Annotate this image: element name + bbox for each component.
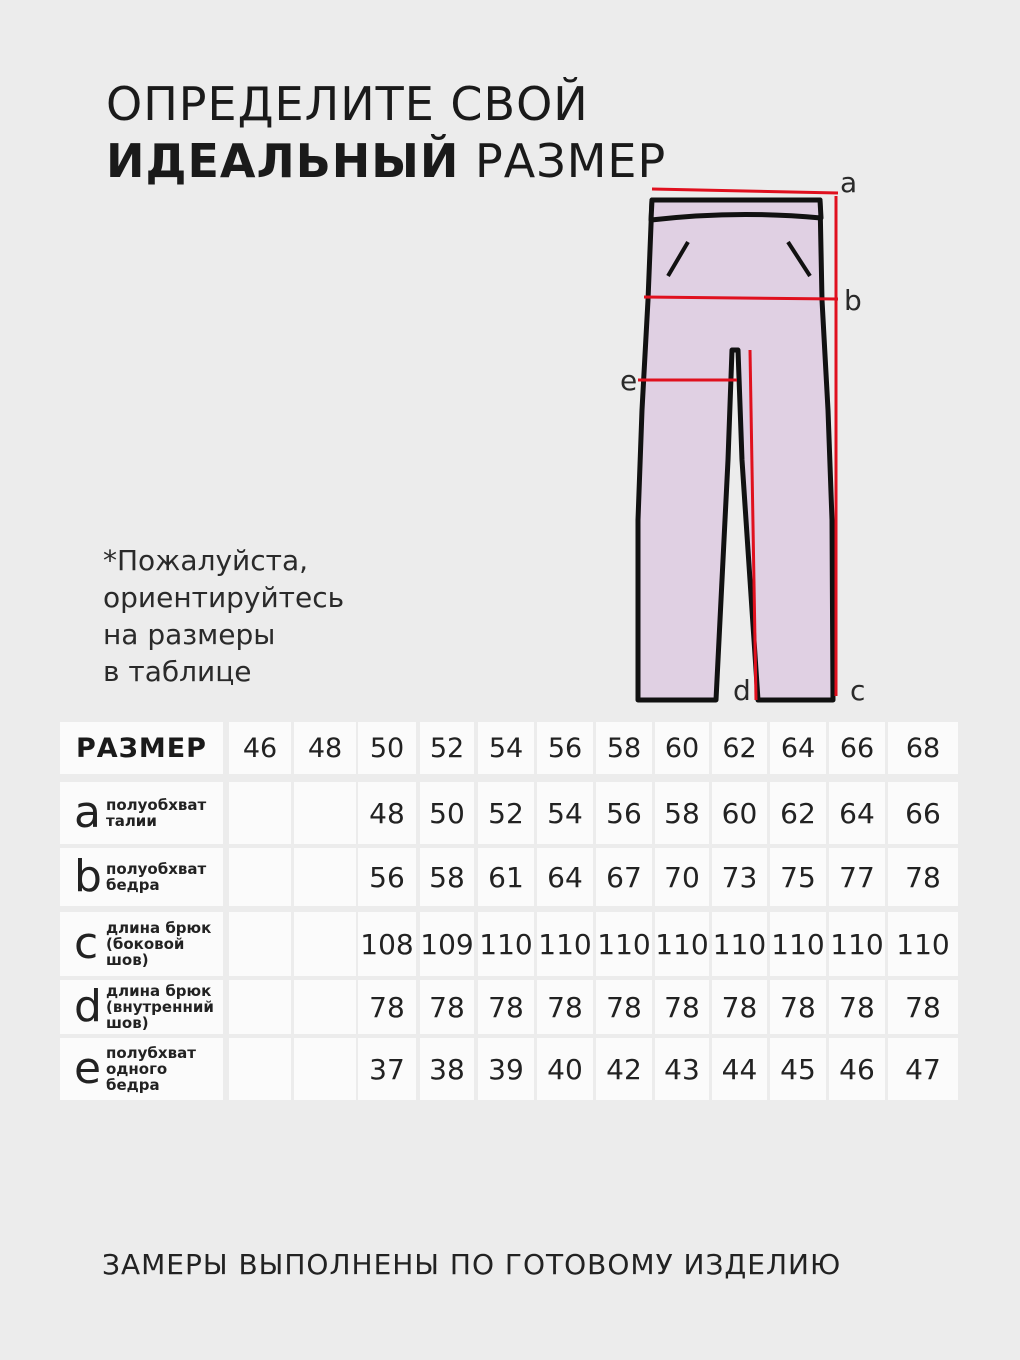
table-cell: [229, 848, 291, 906]
page-title-bold: ИДЕАЛЬНЫЙ: [106, 134, 460, 188]
row-letter: b: [74, 851, 102, 902]
table-cell: 78: [537, 980, 593, 1034]
row-description-line: бедра: [106, 1076, 160, 1094]
row-description-line: (боковой: [106, 935, 185, 953]
table-cell: 78: [478, 980, 534, 1034]
size-column-header: 46: [229, 722, 291, 774]
note-line: ориентируйтесь: [103, 581, 345, 614]
size-note: [103, 542, 344, 690]
label-e: e: [620, 364, 638, 397]
row-label-c: [60, 912, 223, 976]
row-label-d: [60, 980, 223, 1034]
table-cell: [229, 782, 291, 844]
table-cell: 110: [478, 912, 534, 976]
label-d: d: [733, 674, 751, 707]
table-cell: 40: [537, 1038, 593, 1100]
row-label-a: [60, 782, 223, 844]
table-cell: 62: [770, 782, 826, 844]
note-line: на размеры: [103, 618, 276, 651]
row-letter: c: [74, 918, 99, 969]
table-cell: 48: [358, 782, 416, 844]
table-cell: 110: [712, 912, 767, 976]
size-column-header: 68: [888, 722, 958, 774]
size-column-header: 66: [829, 722, 885, 774]
table-cell: [294, 782, 356, 844]
table-cell: 54: [537, 782, 593, 844]
table-cell: [294, 980, 356, 1034]
table-cell: 78: [888, 848, 958, 906]
row-description-line: длина брюк: [106, 982, 212, 1000]
table-cell: 39: [478, 1038, 534, 1100]
table-cell: 110: [829, 912, 885, 976]
row-description-line: шов): [106, 1014, 149, 1032]
table-cell: 61: [478, 848, 534, 906]
table-cell: 56: [358, 848, 416, 906]
row-letter: a: [74, 787, 101, 838]
size-column-header: 64: [770, 722, 826, 774]
table-cell: [294, 1038, 356, 1100]
table-cell: [294, 912, 356, 976]
row-description-line: полуобхват: [106, 796, 207, 814]
row-description-line: одного: [106, 1060, 168, 1078]
size-column-header: 62: [712, 722, 767, 774]
table-cell: 70: [655, 848, 709, 906]
table-cell: 58: [655, 782, 709, 844]
table-cell: 50: [420, 782, 474, 844]
table-cell: [229, 980, 291, 1034]
table-cell: 37: [358, 1038, 416, 1100]
table-cell: 67: [596, 848, 652, 906]
table-cell: 52: [478, 782, 534, 844]
table-cell: 78: [712, 980, 767, 1034]
size-column-header: 56: [537, 722, 593, 774]
row-letter: d: [74, 981, 102, 1032]
table-cell: 78: [829, 980, 885, 1034]
row-letter: e: [74, 1043, 102, 1094]
table-cell: 42: [596, 1038, 652, 1100]
table-cell: 78: [420, 980, 474, 1034]
page-title-line-2: [106, 135, 666, 187]
table-cell: 38: [420, 1038, 474, 1100]
table-cell: 47: [888, 1038, 958, 1100]
page-title-rest: РАЗМЕР: [459, 134, 667, 188]
table-cell: 58: [420, 848, 474, 906]
table-cell: 46: [829, 1038, 885, 1100]
measure-b-line: [644, 297, 838, 299]
waistband: [651, 200, 821, 220]
row-description-line: талии: [106, 812, 157, 830]
table-cell: 64: [537, 848, 593, 906]
table-cell: 45: [770, 1038, 826, 1100]
table-cell: 110: [888, 912, 958, 976]
size-column-header: 58: [596, 722, 652, 774]
table-cell: 73: [712, 848, 767, 906]
table-cell: 78: [770, 980, 826, 1034]
footer-note: ЗАМЕРЫ ВЫПОЛНЕНЫ ПО ГОТОВОМУ ИЗДЕЛИЮ: [102, 1248, 842, 1281]
row-label-e: [60, 1038, 223, 1100]
label-c: c: [850, 674, 866, 707]
row-description-line: (внутренний: [106, 998, 214, 1016]
table-cell: 78: [596, 980, 652, 1034]
size-column-header: 60: [655, 722, 709, 774]
table-cell: 75: [770, 848, 826, 906]
label-b: b: [844, 284, 862, 317]
row-description-line: длина брюк: [106, 919, 212, 937]
table-cell: 60: [712, 782, 767, 844]
row-description: [106, 861, 206, 893]
table-cell: 78: [358, 980, 416, 1034]
table-cell: 110: [596, 912, 652, 976]
row-description-line: бедра: [106, 876, 160, 894]
page-title-line-1: ОПРЕДЕЛИТЕ СВОЙ: [106, 77, 589, 131]
table-cell: 109: [420, 912, 474, 976]
size-column-header: 54: [478, 722, 534, 774]
table-cell: 78: [655, 980, 709, 1034]
table-cell: 110: [655, 912, 709, 976]
label-a: a: [840, 166, 858, 199]
size-column-header: 52: [420, 722, 474, 774]
measure-a-line: [652, 189, 838, 193]
row-description: [106, 1045, 196, 1093]
row-description: [106, 983, 214, 1031]
table-cell: [294, 848, 356, 906]
table-cell: 108: [358, 912, 416, 976]
table-cell: 110: [537, 912, 593, 976]
trousers-diagram: [600, 160, 890, 715]
table-cell: [229, 1038, 291, 1100]
row-description: [106, 797, 206, 829]
table-cell: [229, 912, 291, 976]
table-cell: 110: [770, 912, 826, 976]
table-cell: 56: [596, 782, 652, 844]
table-cell: 64: [829, 782, 885, 844]
table-cell: 43: [655, 1038, 709, 1100]
row-description-line: шов): [106, 951, 149, 969]
table-cell: 78: [888, 980, 958, 1034]
table-cell: 44: [712, 1038, 767, 1100]
note-line: *Пожалуйста,: [103, 544, 308, 577]
row-label-b: [60, 848, 223, 906]
size-header-cell: РАЗМЕР: [60, 722, 223, 774]
size-column-header: 50: [358, 722, 416, 774]
size-column-header: 48: [294, 722, 356, 774]
row-description-line: полубхват: [106, 1044, 196, 1062]
table-cell: 77: [829, 848, 885, 906]
row-description-line: полуобхват: [106, 860, 207, 878]
row-description: [106, 920, 211, 968]
table-cell: 66: [888, 782, 958, 844]
note-line: в таблице: [103, 655, 252, 688]
